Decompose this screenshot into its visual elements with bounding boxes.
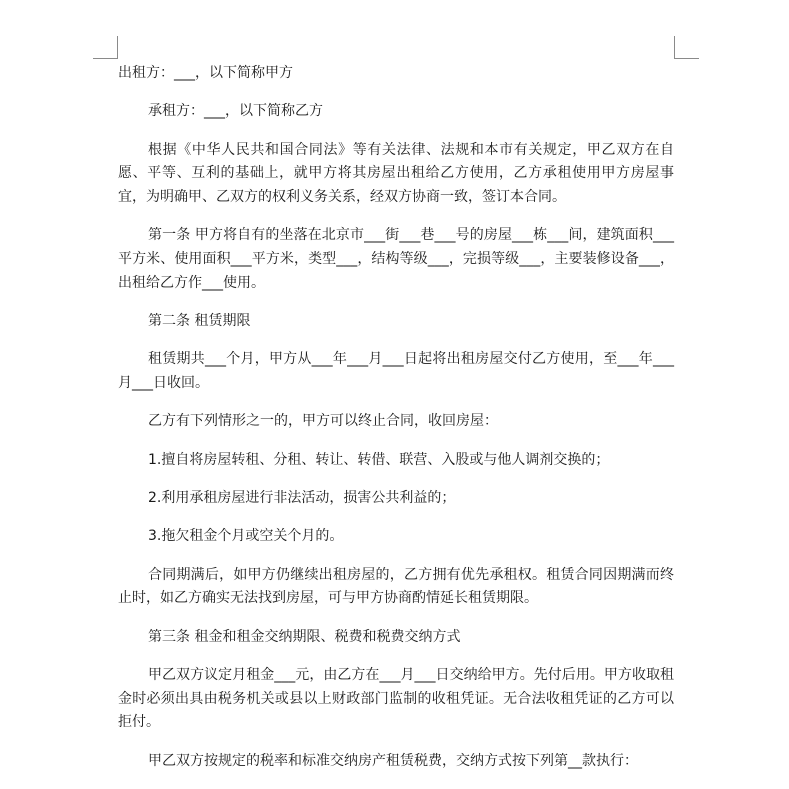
- paragraph-article-1: 第一条 甲方将自有的坐落在北京市___街___巷___号的房屋___栋___间，建筑面积___平方米、使用面积___平方米，类型___，结构等级___，完损等级___，主要装修设备___，出租给乙方作___使用。: [118, 227, 674, 291]
- heading-article-2: 第二条 租赁期限: [148, 312, 251, 329]
- paragraph-rent-payment: 甲乙双方议定月租金___元，由乙方在___月___日交纳给甲方。先付后用。甲方收取租金时必须出具由税务机关或县以上财政部门监制的收租凭证。无合法收租凭证的乙方可以拒付。: [118, 667, 674, 731]
- list-item-3: 3.拖欠租金个月或空关个月的。: [148, 528, 344, 545]
- heading-article-3: 第三条 租金和租金交纳期限、税费和税费交纳方式: [148, 628, 461, 645]
- paragraph-tax-payment: 甲乙双方按规定的税率和标准交纳房产租赁税费，交纳方式按下列第__款执行：: [148, 752, 638, 769]
- paragraph-renewal: 合同期满后，如甲方仍继续出租房屋的，乙方拥有优先承租权。租赁合同因期满而终止时，如乙方确实无法找到房屋，可与甲方协商酌情延长租赁期限。: [118, 566, 674, 607]
- paragraph-preamble: 根据《中华人民共和国合同法》等有关法律、法规和本市有关规定，甲乙双方在自愿、平等、互利的基础上，就甲方将其房屋出租给乙方使用，乙方承租使用甲方房屋事宜，为明确甲、乙双方的权利义务关系，经双方协商一致，签订本合同。: [118, 141, 674, 205]
- list-item-1: 1.擅自将房屋转租、分租、转让、转借、联营、入股或与他人调剂交换的；: [148, 451, 610, 468]
- paragraph-lessor: 出租方：___，以下简称甲方: [118, 65, 293, 81]
- document-body: [118, 62, 674, 788]
- paragraph-lessee: 承租方：___，以下简称乙方: [148, 103, 323, 120]
- crop-mark-top-left: [93, 36, 118, 59]
- crop-mark-top-right: [674, 36, 699, 59]
- paragraph-termination-conditions: 乙方有下列情形之一的，甲方可以终止合同，收回房屋：: [148, 413, 498, 430]
- paragraph-lease-term: 租赁期共___个月，甲方从___年___月___日起将出租房屋交付乙方使用，至___年___月___日收回。: [118, 351, 674, 391]
- list-item-2: 2.利用承租房屋进行非法活动，损害公共利益的；: [148, 490, 456, 507]
